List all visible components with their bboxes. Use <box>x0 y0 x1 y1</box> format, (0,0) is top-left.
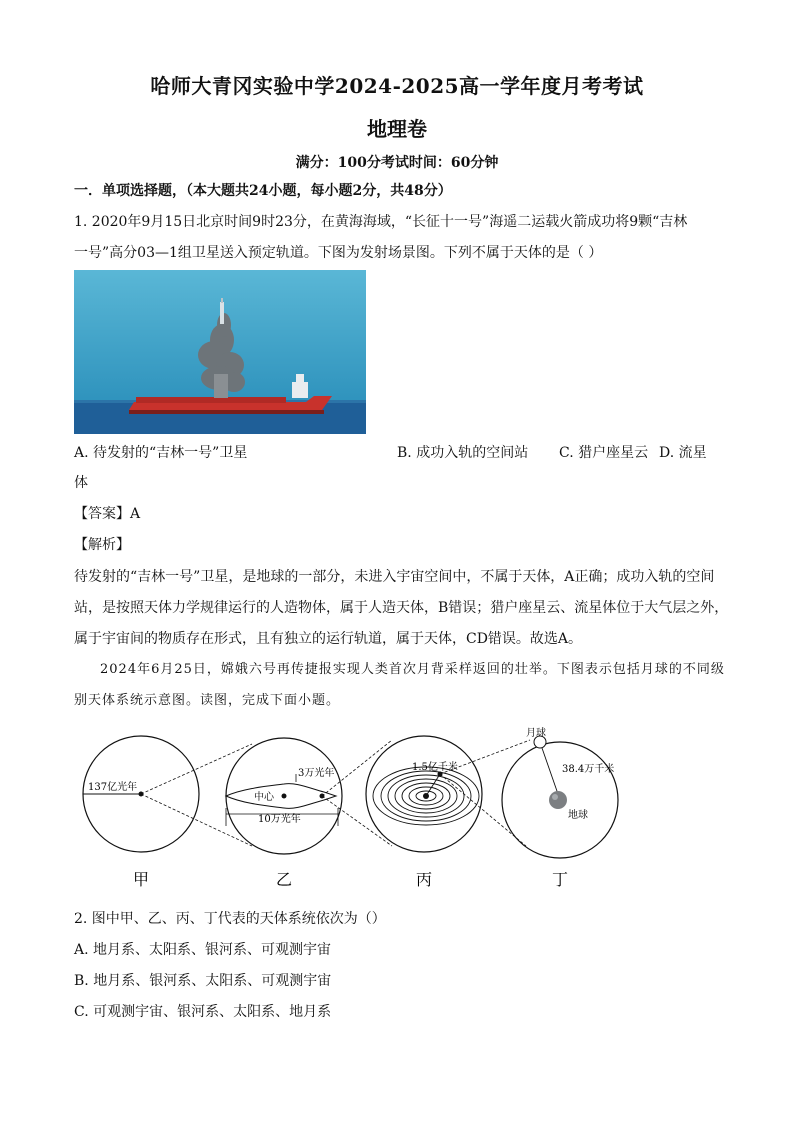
q1-option-b: B. 成功入轨的空间站 <box>397 445 529 461</box>
page-subtitle: 地理卷 <box>367 117 427 141</box>
q1-stem-line1: 1. 2020年9月15日北京时间9时23分，在黄海海域，“长征十一号”海遥二运载火箭成功将9颗“吉林 <box>74 214 688 230</box>
system-bing <box>366 736 482 889</box>
jia-radius-label: 137亿光年 <box>88 782 138 793</box>
ding-distance-label: 38.4万千米 <box>562 764 615 775</box>
q2-stem: 2. 图中甲、乙、丙、丁代表的天体系统依次为（） <box>74 911 386 927</box>
q1-analysis-label: 【解析】 <box>74 537 130 553</box>
q2-option-b: B. 地月系、银河系、太阳系、可观测宇宙 <box>74 973 332 989</box>
page-title: 哈师大青冈实验中学2024-2025高一学年度月考考试 <box>150 74 644 98</box>
yi-thickness-label: 3万光年 <box>298 768 335 779</box>
q1-option-a: A. 待发射的“吉林一号”卫星 <box>74 445 248 461</box>
celestial-systems-diagram <box>74 722 634 892</box>
yi-label: 乙 <box>276 870 293 889</box>
q1-analysis-line1: 待发射的“吉林一号”卫星，是地球的一部分，未进入宇宙空间中，不属于天体，A正确；成功入轨的空间 <box>74 569 715 585</box>
passage-line1: 2024年6月25日，嫦娥六号再传捷报实现人类首次月背采样返回的壮举。下图表示包括月球的不同级 <box>100 662 725 677</box>
bing-distance-label: 1.5亿千米 <box>412 762 458 773</box>
q1-answer: 【答案】A <box>74 506 141 522</box>
system-ding <box>502 726 618 889</box>
ding-label: 丁 <box>552 870 569 889</box>
q1-option-d-continued: 体 <box>74 475 88 491</box>
jia-label: 甲 <box>133 870 150 889</box>
q2-option-c: C. 可观测宇宙、银河系、太阳系、地月系 <box>74 1004 332 1020</box>
section-heading: 一．单项选择题，（本大题共24小题，每小题2分，共48分） <box>74 183 452 199</box>
system-jia <box>83 736 199 889</box>
yi-width-label: 10万光年 <box>258 814 301 825</box>
bing-label: 丙 <box>416 870 433 889</box>
system-yi <box>226 738 342 889</box>
q1-analysis-line2: 站，是按照天体力学规律运行的人造物体，属于人造天体，B错误；猎户座星云、流星体位于大气层之外， <box>74 600 729 616</box>
q1-stem-line2: 一号”高分03—1组卫星送入预定轨道。下图为发射场景图。下列不属于天体的是（ ） <box>74 245 603 261</box>
yi-center-label: 中心 <box>254 792 274 803</box>
q1-option-d: D. 流星 <box>659 445 707 461</box>
ding-earth-label: 地球 <box>568 810 588 821</box>
q1-option-c: C. 猎户座星云 <box>559 445 649 461</box>
q1-analysis-line3: 属于宇宙间的物质存在形式，且有独立的运行轨道，属于天体，CD错误。故选A。 <box>74 631 583 647</box>
exam-meta: 满分：100分考试时间：60分钟 <box>295 155 499 171</box>
ding-moon-label: 月球 <box>526 728 546 739</box>
q2-option-a: A. 地月系、太阳系、银河系、可观测宇宙 <box>74 942 332 958</box>
passage-line2: 别天体系统示意图。读图，完成下面小题。 <box>74 693 341 708</box>
launch-photo <box>74 270 366 434</box>
